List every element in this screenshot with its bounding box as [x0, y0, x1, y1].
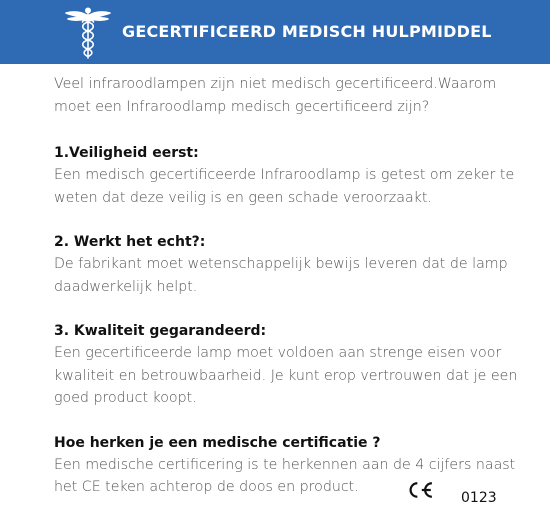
ce-number: 0123 [461, 490, 497, 506]
section-safety [54, 142, 524, 209]
section-heading: 3. Kwaliteit gegarandeerd: [54, 323, 267, 339]
page-title: GECERTIFICEERD MEDISCH HULPMIDDEL [122, 22, 492, 41]
section-heading: 1.Veiligheid eerst: [54, 145, 199, 161]
section-heading: Hoe herken je een medische certificatie ? [54, 434, 381, 451]
section-text: Een gecertificeerde lamp moet voldoen aan strenge eisen voor kwaliteit en betrouwbaarheid. Je kunt erop vertrouwen dat je een goed product koopt. [54, 345, 518, 406]
intro-text: Veel infraroodlampen zijn niet medisch gecertificeerd.Waarom moet een Infraroodlamp medisch gecertificeerd zijn? [54, 76, 497, 115]
header-banner [0, 0, 550, 64]
caduceus-icon [64, 6, 112, 60]
ce-mark-icon [405, 474, 461, 506]
section-text: Een medisch gecertificeerde Infraroodlamp is getest om zeker te weten dat deze veilig is en geen schade veroorzaakt. [54, 167, 515, 206]
section-quality [54, 320, 524, 410]
section-effectiveness [54, 231, 524, 298]
section-text: De fabrikant moet wetenschappelijk bewijs leveren dat de lamp daadwerkelijk helpt. [54, 256, 508, 295]
content-body [54, 73, 524, 521]
section-text: Een medische certificering is te herkennen aan de 4 cijfers naast het CE teken achterop de doos en product. [54, 456, 516, 495]
section-heading: 2. Werkt het echt?: [54, 234, 206, 250]
